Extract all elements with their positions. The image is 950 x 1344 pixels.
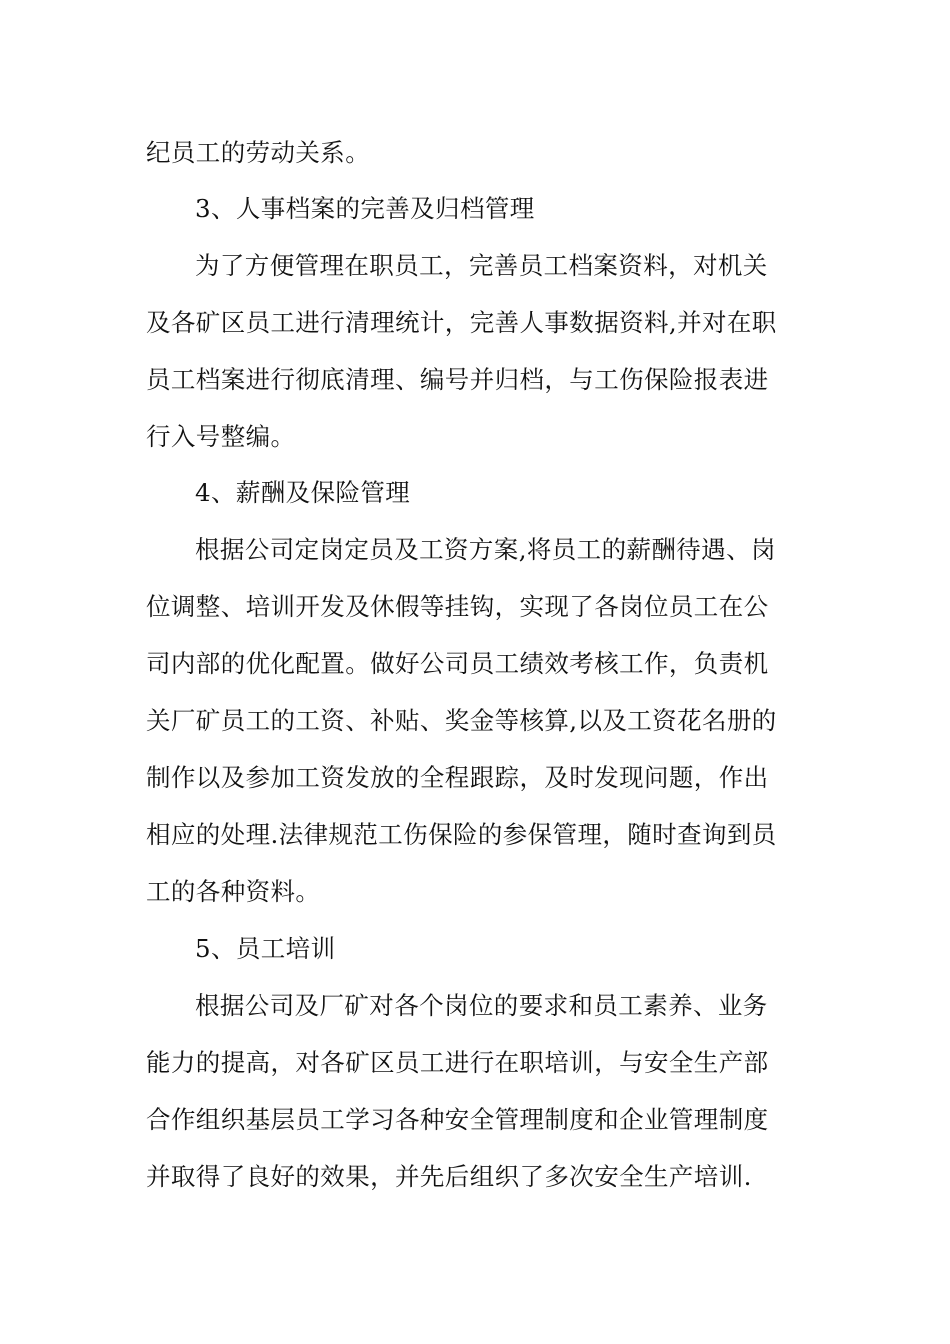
body-text-line: 并取得了良好的效果，并先后组织了多次安全生产培训. xyxy=(146,1162,752,1191)
paragraph-first-line: 根据公司定岗定员及工资方案,将员工的薪酬待遇、岗 xyxy=(195,535,776,564)
paragraph-first-line: 为了方便管理在职员工，完善员工档案资料，对机关 xyxy=(195,251,768,280)
body-text-line: 关厂矿员工的工资、补贴、奖金等核算,以及工资花名册的 xyxy=(146,706,777,735)
body-text-line: 行入号整编。 xyxy=(146,422,296,451)
body-text-line: 相应的处理.法律规范工伤保险的参保管理，随时查询到员 xyxy=(146,820,777,849)
body-text-line: 及各矿区员工进行清理统计，完善人事数据资料,并对在职 xyxy=(146,308,777,337)
body-text-line: 能力的提高，对各矿区员工进行在职培训，与安全生产部 xyxy=(146,1048,769,1077)
body-text-line: 员工档案进行彻底清理、编号并归档，与工伤保险报表进 xyxy=(146,365,769,394)
body-text-line: 纪员工的劳动关系。 xyxy=(146,138,371,167)
body-text-line: 合作组织基层员工学习各种安全管理制度和企业管理制度 xyxy=(146,1105,769,1134)
paragraph-first-line: 根据公司及厂矿对各个岗位的要求和员工素养、业务 xyxy=(195,991,768,1020)
section-heading: 4、薪酬及保险管理 xyxy=(195,478,411,507)
body-text-line: 制作以及参加工资发放的全程跟踪，及时发现问题，作出 xyxy=(146,763,769,792)
section-heading: 3、人事档案的完善及归档管理 xyxy=(195,194,535,223)
body-text-line: 工的各种资料。 xyxy=(146,877,321,906)
body-text-line: 司内部的优化配置。做好公司员工绩效考核工作，负责机 xyxy=(146,649,769,678)
section-heading: 5、员工培训 xyxy=(195,934,336,963)
body-text-line: 位调整、培训开发及休假等挂钩，实现了各岗位员工在公 xyxy=(146,592,769,621)
